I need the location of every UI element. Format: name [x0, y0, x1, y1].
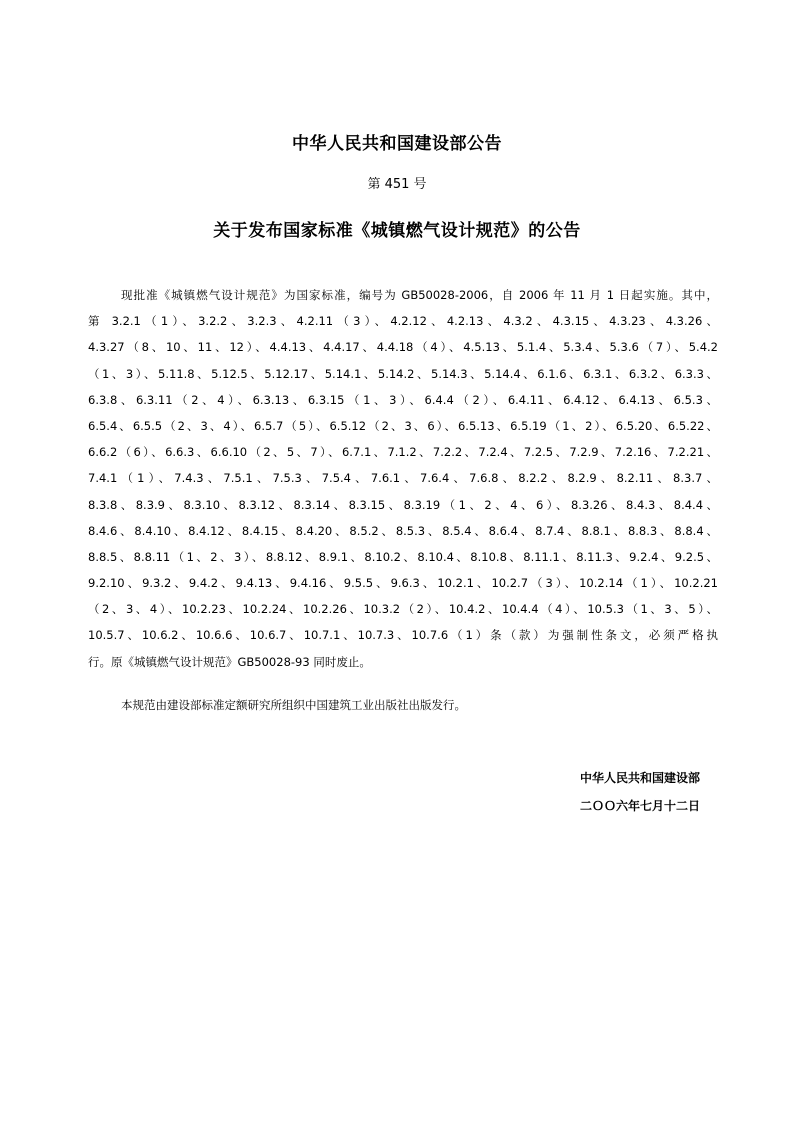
body-line: 6.5.4、6.5.5（2、3、4）、6.5.7（5）、6.5.12（2、3、6）、6.5.13、6.5.19（1、2）、6.5.20、6.5.22、 [88, 418, 718, 433]
body-line: 第 3.2.1（1）、3.2.2、3.2.3、4.2.11（3）、4.2.12、4.2.13、4.3.2、4.3.15、4.3.23、4.3.26、 [88, 314, 718, 329]
publication-note: 本规范由建设部标准定额研究所组织中国建筑工业出版社出版发行。 [121, 698, 466, 712]
body-line: 8.3.8、8.3.9、8.3.10、8.3.12、8.3.14、8.3.15、8.3.19（1、2、4、6）、8.3.26、8.4.3、8.4.4、 [88, 497, 718, 512]
body-line: （1、3）、5.11.8、5.12.5、5.12.17、5.14.1、5.14.2、5.14.3、5.14.4、6.1.6、6.3.1、6.3.2、6.3.3、 [88, 366, 718, 381]
body-line: 行。原《城镇燃气设计规范》GB50028-93 同时废止。 [88, 654, 371, 669]
body-line: 9.2.10、9.3.2、9.4.2、9.4.13、9.4.16、9.5.5、9.6.3、10.2.1、10.2.7（3）、10.2.14（1）、10.2.21 [88, 576, 718, 591]
body-line: 6.3.8、6.3.11（2、4）、6.3.13、6.3.15（1、3）、6.4.4（2）、6.4.11、6.4.12、6.4.13、6.5.3、 [88, 392, 718, 407]
signing-date: 二ＯＯ六年七月十二日 [579, 799, 700, 813]
body-line: 8.8.5、8.8.11（1、2、3）、8.8.12、8.9.1、8.10.2、8.10.4、8.10.8、8.11.1、8.11.3、9.2.4、9.2.5、 [88, 549, 718, 564]
body-line: （2、3、4）、10.2.23、10.2.24、10.2.26、10.3.2（2）、10.4.2、10.4.4（4）、10.5.3（1、3、5）、 [88, 602, 718, 617]
body-line: 4.3.27（8、10、11、12）、4.4.13、4.4.17、4.4.18（4）、4.5.13、5.1.4、5.3.4、5.3.6（7）、5.4.2 [88, 340, 718, 355]
body-line: 10.5.7、10.6.2、10.6.6、10.6.7、10.7.1、10.7.3、10.7.6（1）条（款）为强制性条文，必须严格执 [88, 628, 718, 643]
announcement-title: 关于发布国家标准《城镇燃气设计规范》的公告 [213, 221, 581, 241]
body-line: 8.4.6、8.4.10、8.4.12、8.4.15、8.4.20、8.5.2、8.5.3、8.5.4、8.6.4、8.7.4、8.8.1、8.8.3、8.8.4、 [88, 523, 718, 538]
body-line: 7.4.1（1）、7.4.3、7.5.1、7.5.3、7.5.4、7.6.1、7.6.4、7.6.8、8.2.2、8.2.9、8.2.11、8.3.7、 [88, 471, 718, 486]
org-title: 中华人民共和国建设部公告 [292, 134, 502, 154]
announcement-number: 第 451 号 [367, 177, 427, 192]
announcement-body [88, 282, 718, 675]
body-line: 6.6.2（6）、6.6.3、6.6.10（2、5、7）、6.7.1、7.1.2、7.2.2、7.2.4、7.2.5、7.2.9、7.2.16、7.2.21、 [88, 445, 718, 460]
signer-name: 中华人民共和国建设部 [579, 771, 700, 785]
body-line: 现批准《城镇燃气设计规范》为国家标准，编号为 GB50028-2006，自 2006 年 11 月 1 日起实施。其中， [121, 288, 718, 302]
signature-block [580, 764, 700, 820]
